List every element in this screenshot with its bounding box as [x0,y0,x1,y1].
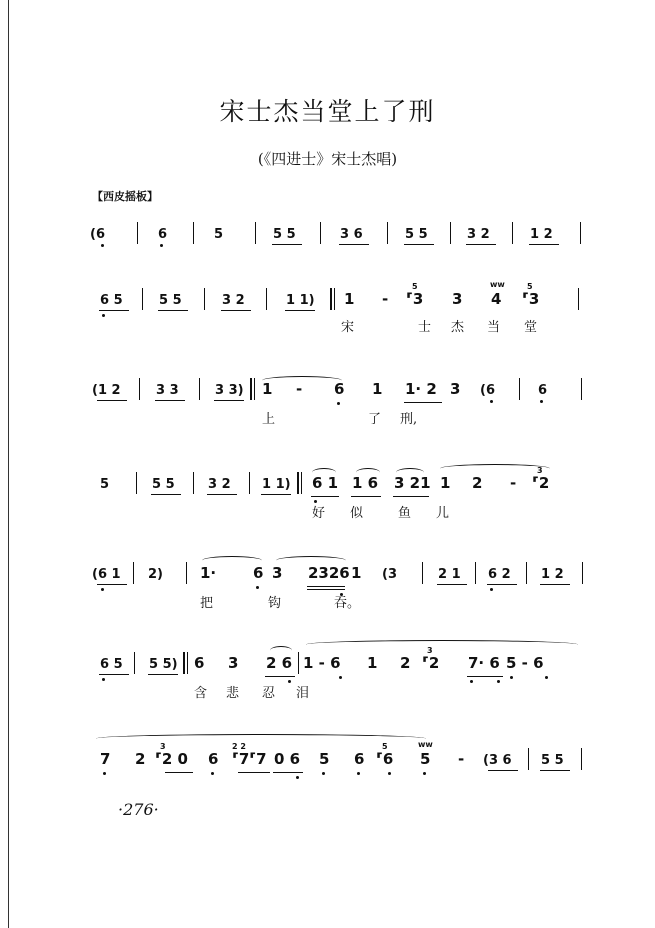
beam [311,496,339,497]
beam [540,584,570,585]
song-title: 宋士杰当堂上了刑 [219,97,436,126]
barline [578,288,579,310]
note: 6 [208,750,219,768]
barline [581,378,582,400]
lyric: 当 [487,320,501,335]
double-barline [330,288,332,310]
grace-note: 3 [427,646,433,655]
grace-note: 5 [527,282,533,291]
note: 6 5 [100,293,123,308]
note: (6 [480,383,495,398]
barline [249,472,250,494]
note-dot [497,680,500,683]
barline [139,378,140,400]
lyric: 宋 [341,320,355,335]
barline [193,222,194,244]
double-barline [334,288,335,310]
beam [165,772,193,773]
barline [186,562,187,584]
note: 1 6 [352,474,379,492]
beam [99,310,129,311]
note: ⸢6 [376,750,394,768]
note-dot [339,676,342,679]
lyric: 含 [194,686,208,701]
note-dot [211,772,214,775]
grace-note: 2 2 [232,742,246,751]
note: 1 [372,380,383,398]
note: ⸢2 [422,654,440,672]
note: 6 [538,383,548,398]
note-dot [388,772,391,775]
barline [133,562,134,584]
note-dot [296,776,299,779]
beam [158,310,188,311]
beam [151,494,181,495]
lyric: 吞。 [334,596,361,611]
barline [422,562,423,584]
barline [266,288,267,310]
note: 3 [450,380,461,398]
note: (1 2 [92,383,121,398]
beam [97,584,127,585]
beam [351,496,381,497]
beam [404,244,434,245]
note: 1· [200,564,217,582]
note-dot [540,400,543,403]
barline [193,472,194,494]
beam [155,400,185,401]
lyric: 似 [350,506,364,521]
note: 1 [440,474,451,492]
note: ⸢2 [532,474,550,492]
lyric: 堂 [524,320,538,335]
note: 0 6 [274,750,301,768]
note-dot [102,678,105,681]
note: 1 [351,564,362,582]
note: 2 6 [266,654,293,672]
double-barline [254,378,255,400]
note-dot [357,772,360,775]
double-barline [297,472,299,494]
beam [467,676,503,677]
barline [526,562,527,584]
score-row-6 [0,646,655,732]
note: 5 5 [405,227,428,242]
note: ⸢2 0 [155,750,188,768]
note: - [510,474,517,492]
note: 1 2 [530,227,553,242]
note: (3 [382,567,397,582]
lyric: 把 [200,596,214,611]
note: 7 [100,750,111,768]
lyric: 上 [262,412,276,427]
barline [204,288,205,310]
note: 3 [272,564,283,582]
double-barline [183,652,185,674]
page-number: ·276· [118,800,159,819]
beam [148,674,178,675]
note-dot [322,772,325,775]
note: 5 5 [541,753,564,768]
lyric: 忍 [262,686,276,701]
note: 1 2 [541,567,564,582]
beam [307,586,345,587]
note-dot [490,400,493,403]
beam [285,310,315,311]
grace-note: 5 [412,282,418,291]
beam [437,584,467,585]
note: ⸢7⸢7 [232,750,267,768]
note: 7· 6 [468,654,500,672]
score-row-2 [0,280,655,368]
lyric: 刑, [400,412,418,427]
note: 2 1 [438,567,461,582]
note-dot [103,772,106,775]
note: 6 [334,380,345,398]
grace-note: 3 [160,742,166,751]
note: 2) [148,567,163,582]
double-barline [250,378,252,400]
double-barline [187,652,188,674]
slur [440,464,550,473]
note-dot [101,588,104,591]
note-dot [490,588,493,591]
note: 3 21 [394,474,431,492]
slur [96,734,426,743]
note: 6 5 [100,657,123,672]
lyric: 儿 [436,506,450,521]
note: 1 1) [262,477,291,492]
score-row-3 [0,378,655,458]
note: (6 1 [92,567,121,582]
lyric: 好 [312,506,326,521]
note: 3 [452,290,463,308]
note: 3 [228,654,239,672]
note: 2326 [308,564,350,582]
beam [214,400,244,401]
beam [529,244,559,245]
beam [488,770,518,771]
beam [238,772,270,773]
beam [307,589,345,590]
grace-note: 3 [537,466,543,475]
score-row-5 [0,562,655,642]
note: 2 [135,750,146,768]
beam [273,772,303,773]
barline [581,748,582,770]
lyric: 鱼 [398,506,412,521]
double-barline [301,472,302,494]
note: 1 - 6 [303,654,341,672]
lyric: 士 [418,320,432,335]
note: 5 5) [149,657,178,672]
note: - [458,750,465,768]
note: 6 [194,654,205,672]
lyric: 杰 [451,320,465,335]
note: 3 2 [467,227,490,242]
trill-mark: ᴡᴡ [418,740,433,749]
note: 5 5 [152,477,175,492]
beam [339,244,369,245]
lyric: 钩 [268,596,282,611]
note: 1· 2 [405,380,437,398]
note: (3 6 [483,753,512,768]
note: 3 2 [222,293,245,308]
note: - [296,380,303,398]
note-dot [288,680,291,683]
lyric: 了 [368,412,382,427]
note-dot [102,314,105,317]
note: 6 2 [488,567,511,582]
note: 6 [253,564,264,582]
note: 1 1) [286,293,315,308]
note: 6 [354,750,365,768]
note: 2 [472,474,483,492]
grace-note: 5 [382,742,388,751]
barline [582,562,583,584]
note: 1 [367,654,378,672]
barline [142,288,143,310]
beam [261,494,291,495]
note: 1 [262,380,273,398]
note: 5 [319,750,330,768]
beam [393,496,429,497]
barline [255,222,256,244]
note: 3 3) [215,383,244,398]
note-dot [337,402,340,405]
note: 4 [491,290,502,308]
note: 2 [400,654,411,672]
slur [306,640,578,649]
note-dot [423,772,426,775]
note-dot [256,586,259,589]
note: 1 [344,290,355,308]
note: 6 [158,227,168,242]
note: - [382,290,389,308]
note: 6 1 [312,474,339,492]
beam [466,244,496,245]
note: 3 3 [156,383,179,398]
barline [298,652,299,674]
note-dot [101,244,104,247]
beam [99,674,129,675]
note: (6 [90,227,105,242]
barline [137,222,138,244]
beam [265,676,295,677]
barline [475,562,476,584]
barline [387,222,388,244]
note-dot [510,676,513,679]
lyric: 泪 [296,686,310,701]
beam [404,402,442,403]
note: 5 [100,477,110,492]
tempo-mode-label: 【西皮摇板】 [92,190,158,203]
note: 5 [420,750,431,768]
note: 3 2 [208,477,231,492]
note-dot [470,680,473,683]
barline [580,222,581,244]
score-row-4 [0,466,655,552]
beam [97,400,127,401]
note-dot [545,676,548,679]
score-row-7 [0,740,655,828]
barline [320,222,321,244]
beam [272,244,302,245]
lyric: 悲 [226,686,240,701]
beam [487,584,517,585]
note: ⸢3 [406,290,424,308]
note: 5 5 [273,227,296,242]
barline [134,652,135,674]
note: ⸢3 [522,290,540,308]
barline [450,222,451,244]
barline [512,222,513,244]
note: 5 - 6 [506,654,544,672]
note: 3 6 [340,227,363,242]
beam [221,310,251,311]
barline [528,748,529,770]
barline [519,378,520,400]
beam [207,494,237,495]
note: 5 5 [159,293,182,308]
barline [136,472,137,494]
barline [199,378,200,400]
trill-mark: ᴡᴡ [490,280,505,289]
beam [540,770,570,771]
song-subtitle: (《四进士》宋士杰唱) [257,150,398,168]
note-dot [160,244,163,247]
note: 5 [214,227,224,242]
